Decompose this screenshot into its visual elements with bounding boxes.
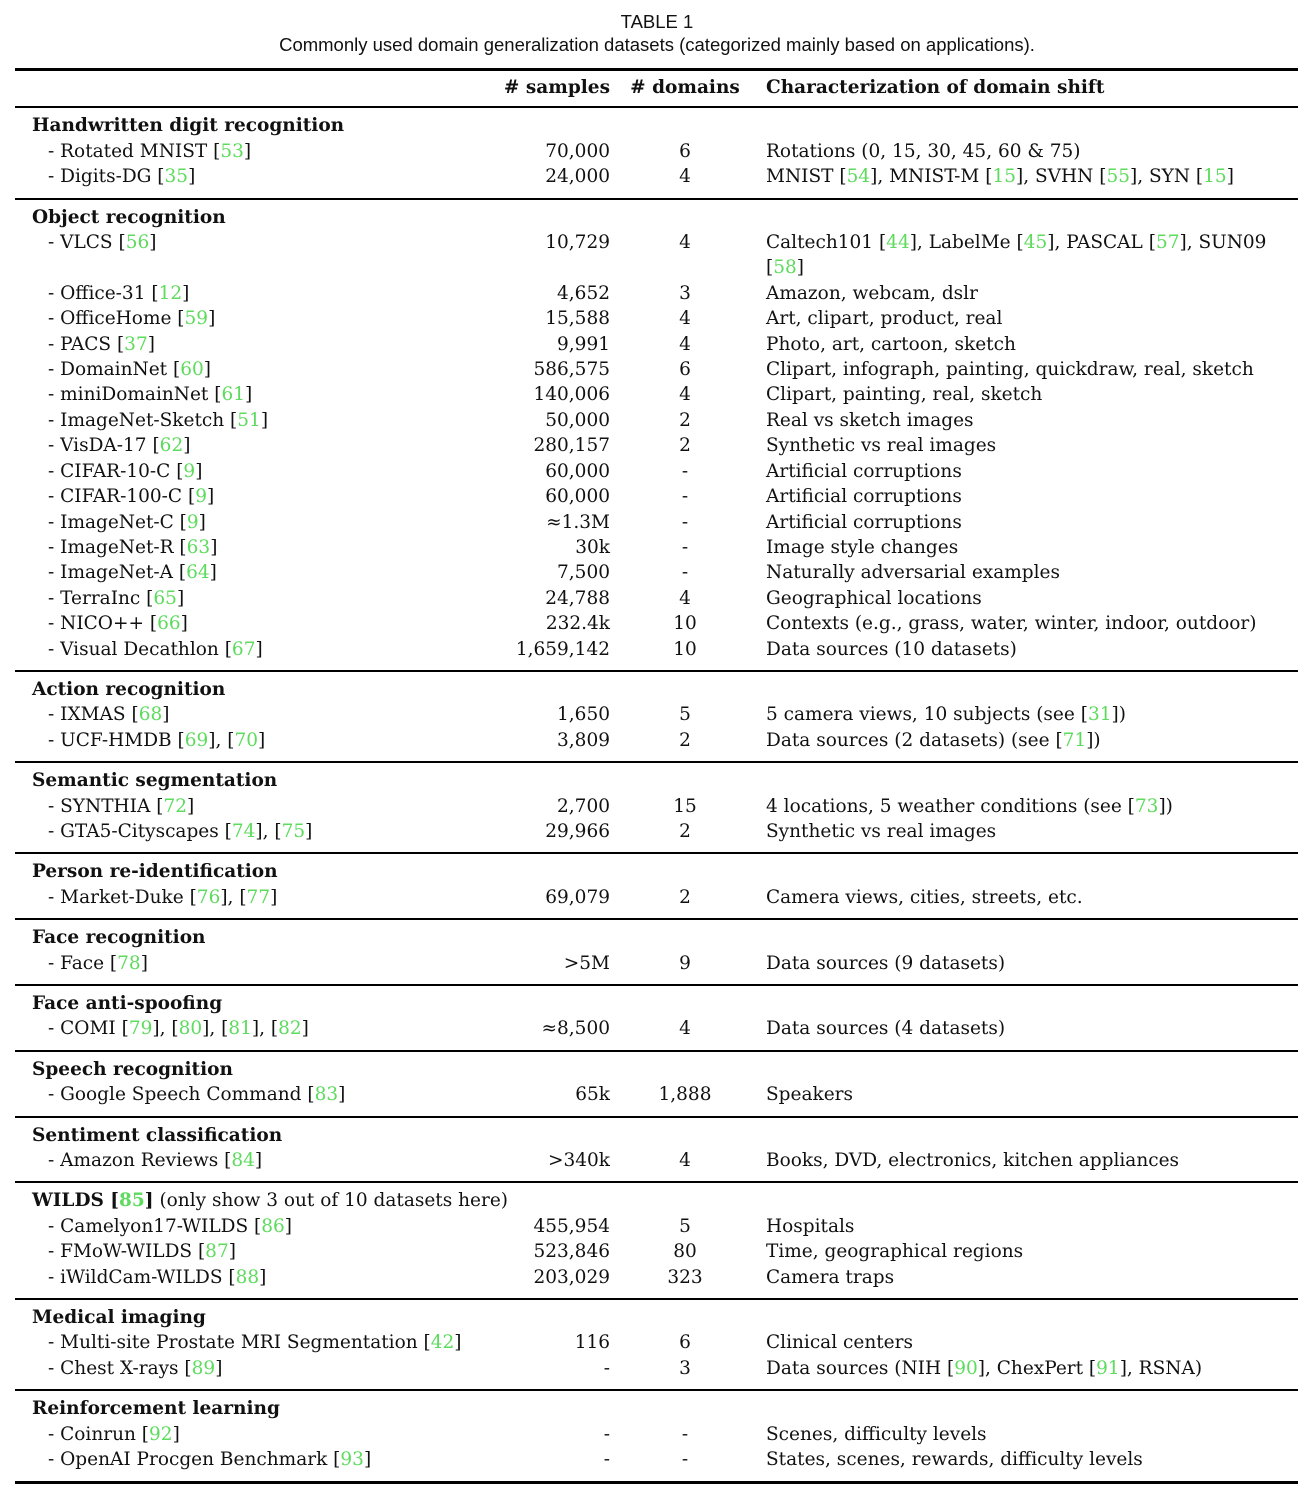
samples-cell: 116: [574, 1332, 610, 1354]
samples-cell: 280,157: [533, 435, 610, 457]
citation-link[interactable]: 58: [773, 257, 797, 279]
shift-cell: Data sources (10 datasets): [766, 638, 1017, 660]
citation-link[interactable]: 63: [186, 536, 211, 558]
samples-cell: 203,029: [533, 1266, 610, 1288]
shift-cell: 4 locations, 5 weather conditions (see [73]): [766, 795, 1173, 817]
domains-cell: 323: [667, 1266, 703, 1288]
samples-cell: >340k: [547, 1150, 610, 1172]
samples-cell: 24,788: [545, 587, 610, 609]
domains-cell: 4: [679, 308, 691, 330]
dataset-name-cell: - OpenAI Procgen Benchmark [93]: [48, 1449, 372, 1471]
domains-cell: 80: [673, 1241, 697, 1263]
citation-link[interactable]: 54: [846, 166, 871, 188]
shift-cell: Art, clipart, product, real: [766, 308, 1003, 330]
samples-cell: 50,000: [545, 409, 610, 431]
dataset-name-cell: - Chest X-rays [89]: [48, 1357, 223, 1379]
samples-cell: 60,000: [545, 460, 610, 482]
table-row: [15, 1239, 1298, 1264]
samples-cell: 523,846: [533, 1241, 610, 1263]
citation-link[interactable]: 65: [153, 587, 177, 609]
citation-link[interactable]: 55: [1106, 166, 1130, 188]
domains-cell: 4: [679, 587, 691, 609]
citation-link[interactable]: 93: [340, 1449, 364, 1471]
shift-cell: Synthetic vs real images: [766, 820, 997, 842]
table-row: [15, 1330, 1298, 1355]
shift-cell: Time, geographical regions: [766, 1241, 1024, 1263]
table-row: [15, 728, 1298, 753]
citation-link[interactable]: 15: [1203, 166, 1227, 188]
table-row: [15, 1447, 1298, 1472]
shift-cell: Rotations (0, 15, 30, 45, 60 & 75): [766, 140, 1081, 162]
domains-cell: 2: [679, 886, 691, 908]
samples-cell: 1,659,142: [515, 638, 610, 660]
dataset-name-cell: - Face [78]: [48, 952, 148, 974]
table-section: [15, 918, 1298, 984]
shift-cell: MNIST [54], MNIST-M [15], SVHN [55], SYN [15]: [766, 166, 1234, 188]
domains-cell: -: [681, 460, 689, 482]
dataset-name-cell: - ImageNet-R [63]: [48, 536, 218, 558]
table-row: [15, 885, 1298, 910]
dataset-name-cell: - DomainNet [60]: [48, 359, 211, 381]
domains-cell: 3: [679, 282, 691, 304]
dataset-name-cell: - SYNTHIA [72]: [48, 795, 195, 817]
shift-cell: Artificial corruptions: [766, 486, 962, 508]
section-header: [15, 991, 1298, 1016]
section-header: [15, 1396, 1298, 1421]
shift-cell: Artificial corruptions: [766, 511, 962, 533]
shift-cell: Books, DVD, electronics, kitchen appliances: [766, 1150, 1180, 1172]
table-row: [15, 139, 1298, 164]
dataset-name-cell: - Visual Decathlon [67]: [48, 638, 263, 660]
domains-cell: 4: [679, 1018, 691, 1040]
shift-cell: Artificial corruptions: [766, 460, 962, 482]
table-row: [15, 1016, 1298, 1041]
dataset-name-cell: - GTA5-Cityscapes [74], [75]: [48, 820, 313, 842]
citation-link[interactable]: 66: [157, 613, 181, 635]
citation-link[interactable]: 62: [159, 435, 184, 457]
table-section: [15, 1298, 1298, 1389]
samples-cell: ≈8,500: [541, 1018, 610, 1040]
dataset-name-cell: - CIFAR-10-C [9]: [48, 460, 203, 482]
table-row: [15, 702, 1298, 727]
domains-cell: 4: [679, 1150, 691, 1172]
citation-link[interactable]: 61: [221, 384, 246, 406]
citation-link[interactable]: 31: [1087, 704, 1112, 726]
dataset-name-cell: - Office-31 [12]: [48, 282, 190, 304]
table-row: [15, 794, 1298, 819]
dataset-name-cell: - VisDA-17 [62]: [48, 435, 191, 457]
section-header: [15, 113, 1298, 138]
samples-cell: 70,000: [545, 140, 610, 162]
shift-cell: Naturally adversarial examples: [766, 562, 1060, 584]
shift-cell: Caltech101 [44], LabelMe [45], PASCAL [57], SUN09 [58]: [766, 232, 1267, 279]
domains-cell: -: [681, 562, 689, 584]
dataset-name-cell: - NICO++ [66]: [48, 613, 188, 635]
citation-link[interactable]: 91: [1096, 1357, 1120, 1379]
section-header: [15, 1188, 1298, 1213]
citation-link[interactable]: 76: [196, 886, 221, 908]
citation-link[interactable]: 57: [1155, 232, 1180, 254]
samples-cell: 7,500: [557, 562, 610, 584]
shift-cell: Hospitals: [766, 1215, 855, 1237]
table-row: [15, 586, 1298, 611]
domains-cell: 5: [679, 1215, 691, 1237]
citation-link[interactable]: 64: [186, 562, 210, 584]
dataset-name-cell: - PACS [37]: [48, 333, 155, 355]
dataset-name-cell: - ImageNet-Sketch [51]: [48, 409, 269, 431]
samples-cell: -: [603, 1423, 610, 1445]
domains-cell: 4: [679, 384, 691, 406]
column-header-shift: Characterization of domain shift: [766, 77, 1105, 98]
table-row: [15, 1148, 1298, 1173]
citation-link[interactable]: 79: [128, 1018, 153, 1040]
citation-link[interactable]: 9: [183, 460, 196, 482]
citation-link[interactable]: 53: [220, 140, 244, 162]
shift-cell: Image style changes: [766, 536, 959, 558]
samples-cell: 9,991: [557, 333, 610, 355]
citation-link[interactable]: 37: [124, 333, 148, 355]
domains-cell: 4: [679, 166, 691, 188]
dataset-name-cell: - TerraInc [65]: [48, 587, 185, 609]
section-header-note: (only show 3 out of 10 datasets here): [153, 1190, 508, 1212]
shift-cell: Data sources (9 datasets): [766, 952, 1006, 974]
dataset-name-cell: - Coinrun [92]: [48, 1423, 180, 1445]
shift-cell: Clipart, painting, real, sketch: [766, 384, 1043, 406]
samples-cell: 10,729: [545, 232, 610, 254]
samples-cell: 232.4k: [545, 613, 610, 635]
citation-link[interactable]: 60: [180, 359, 204, 381]
domains-cell: -: [681, 486, 689, 508]
samples-cell: ≈1.3M: [546, 511, 610, 533]
section-header: [15, 859, 1298, 884]
section-header-label: Semantic segmentation: [32, 770, 278, 792]
table-row: [15, 459, 1298, 484]
section-header: [15, 768, 1298, 793]
samples-cell: 140,006: [533, 384, 610, 406]
citation-link[interactable]: 72: [163, 795, 187, 817]
citation-link[interactable]: 59: [184, 308, 209, 330]
table-row: [15, 819, 1298, 844]
dataset-name-cell: - Multi-site Prostate MRI Segmentation [42]: [48, 1332, 462, 1354]
citation-link[interactable]: 12: [158, 282, 183, 304]
domains-cell: 6: [679, 140, 691, 162]
samples-cell: 69,079: [545, 886, 610, 908]
samples-cell: 15,588: [545, 308, 610, 330]
section-header: [15, 1305, 1298, 1330]
shift-cell: Clipart, infograph, painting, quickdraw, real, sketch: [766, 359, 1254, 381]
domains-cell: -: [681, 1423, 689, 1445]
dataset-name-cell: - Google Speech Command [83]: [48, 1084, 346, 1106]
table-section: [15, 761, 1298, 852]
citation-link[interactable]: 56: [125, 232, 150, 254]
section-header-label: Object recognition: [32, 206, 226, 228]
dataset-name-cell: - UCF-HMDB [69], [70]: [48, 729, 266, 751]
table-row: [15, 433, 1298, 458]
column-header-row: [15, 71, 1298, 106]
citation-link[interactable]: 88: [235, 1266, 260, 1288]
citation-link[interactable]: 9: [186, 511, 199, 533]
dataset-name-cell: - Camelyon17-WILDS [86]: [48, 1215, 292, 1237]
samples-cell: 24,000: [545, 166, 610, 188]
domains-cell: 6: [679, 1332, 691, 1354]
citation-link[interactable]: 77: [246, 886, 271, 908]
citation-link[interactable]: 9: [195, 486, 207, 508]
table-row: [15, 230, 1298, 281]
section-header: [15, 925, 1298, 950]
shift-cell: Data sources (4 datasets): [766, 1018, 1006, 1040]
domains-cell: 2: [679, 409, 691, 431]
dataset-name-cell: - iWildCam-WILDS [88]: [48, 1266, 267, 1288]
section-header-label: Face anti-spoofing: [32, 993, 223, 1014]
table-section: [15, 106, 1298, 197]
citation-link[interactable]: 75: [281, 820, 306, 842]
domains-cell: -: [681, 536, 689, 558]
table-row: [15, 1422, 1298, 1447]
dataset-name-cell: - Rotated MNIST [53]: [48, 140, 252, 162]
shift-cell: Speakers: [766, 1084, 853, 1106]
samples-cell: 65k: [575, 1084, 610, 1106]
shift-cell: Real vs sketch images: [766, 409, 974, 431]
domains-cell: 6: [679, 359, 691, 381]
citation-link[interactable]: 71: [1062, 729, 1087, 751]
column-header-samples: # samples: [503, 77, 610, 98]
shift-cell: Data sources (2 datasets) (see [71]): [766, 729, 1101, 751]
section-header-label: Sentiment classification: [32, 1124, 283, 1146]
domains-cell: 10: [673, 638, 697, 660]
citation-link[interactable]: 15: [992, 166, 1016, 188]
table-row: [15, 484, 1298, 509]
table-row: [15, 560, 1298, 585]
samples-cell: >5M: [563, 952, 610, 974]
dataset-name-cell: - ImageNet-C [9]: [48, 511, 206, 533]
dataset-name-cell: - CIFAR-100-C [9]: [48, 486, 215, 508]
dataset-name-cell: - VLCS [56]: [48, 232, 157, 254]
section-header-label: WILDS [85]: [32, 1190, 154, 1212]
section-header: [15, 1057, 1298, 1082]
domains-cell: 9: [679, 952, 691, 974]
shift-cell: Camera views, cities, streets, etc.: [766, 886, 1083, 908]
section-header: [15, 205, 1298, 230]
domains-cell: 4: [679, 232, 691, 254]
table-caption: Commonly used domain generalization datasets (categorized mainly based on applications).: [279, 34, 1035, 55]
table-caption-block: [0, 0, 1314, 56]
table-row: [15, 1082, 1298, 1107]
domains-cell: 1,888: [658, 1084, 712, 1106]
citation-link[interactable]: 70: [234, 729, 259, 751]
dataset-name-cell: - Digits-DG [35]: [48, 166, 196, 188]
table-section: [15, 670, 1298, 761]
domains-cell: -: [681, 511, 689, 533]
table-row: [15, 1356, 1298, 1381]
citation-link[interactable]: 89: [191, 1357, 216, 1379]
table-section: [15, 984, 1298, 1050]
table-row: [15, 281, 1298, 306]
domains-cell: 3: [679, 1357, 691, 1379]
dataset-name-cell: - miniDomainNet [61]: [48, 384, 253, 406]
citation-link[interactable]: 87: [205, 1241, 229, 1263]
shift-cell: Photo, art, cartoon, sketch: [766, 333, 1016, 355]
shift-cell: Amazon, webcam, dslr: [766, 282, 978, 304]
citation-link[interactable]: 74: [231, 820, 256, 842]
shift-cell: 5 camera views, 10 subjects (see [31]): [766, 704, 1126, 726]
domains-cell: 15: [673, 795, 697, 817]
samples-cell: 60,000: [545, 486, 610, 508]
citation-link[interactable]: 90: [954, 1357, 978, 1379]
dataset-name-cell: - Market-Duke [76], [77]: [48, 886, 278, 908]
domains-cell: 2: [679, 820, 691, 842]
samples-cell: -: [603, 1357, 610, 1379]
citation-link[interactable]: 51: [237, 409, 261, 431]
samples-cell: 4,652: [557, 282, 610, 304]
table-body: [15, 106, 1298, 1480]
section-header-label: Person re-identification: [32, 861, 278, 883]
dataset-name-cell: - ImageNet-A [64]: [48, 562, 217, 584]
table-row: [15, 408, 1298, 433]
table-row: [15, 382, 1298, 407]
citation-link[interactable]: 44: [886, 232, 910, 254]
samples-cell: -: [603, 1449, 610, 1471]
section-header-label: Handwritten digit recognition: [32, 115, 345, 137]
samples-cell: 2,700: [557, 795, 610, 817]
samples-cell: 29,966: [545, 820, 610, 842]
citation-link[interactable]: 83: [314, 1084, 339, 1106]
dataset-name-cell: - IXMAS [68]: [48, 704, 170, 726]
shift-cell: States, scenes, rewards, difficulty levels: [766, 1449, 1143, 1471]
table-row: [15, 1214, 1298, 1239]
table-section: [15, 198, 1298, 670]
table-row: [15, 332, 1298, 357]
table-section: [15, 1116, 1298, 1182]
shift-cell: Camera traps: [766, 1266, 895, 1288]
dataset-name-cell: - Amazon Reviews [84]: [48, 1150, 263, 1172]
citation-link[interactable]: 85: [119, 1190, 145, 1212]
shift-cell: Scenes, difficulty levels: [766, 1423, 987, 1445]
citation-link[interactable]: 45: [1023, 232, 1048, 254]
citation-link[interactable]: 84: [231, 1150, 255, 1172]
section-header-label: Speech recognition: [32, 1058, 233, 1080]
table-row: [15, 510, 1298, 535]
shift-cell: Contexts (e.g., grass, water, winter, indoor, outdoor): [766, 613, 1257, 635]
citation-link[interactable]: 73: [1134, 795, 1159, 817]
domains-cell: 5: [679, 704, 691, 726]
table-section: [15, 1389, 1298, 1480]
domains-cell: -: [681, 1449, 689, 1471]
citation-link[interactable]: 92: [149, 1423, 173, 1445]
citation-link[interactable]: 78: [117, 952, 141, 974]
section-header-label: Reinforcement learning: [32, 1398, 280, 1420]
citation-link[interactable]: 42: [430, 1332, 455, 1354]
table-row: [15, 1265, 1298, 1290]
table-row: [15, 164, 1298, 189]
table-section: [15, 1181, 1298, 1298]
section-header-label: Face recognition: [32, 927, 206, 949]
section-header: [15, 677, 1298, 702]
citation-link[interactable]: 35: [164, 166, 189, 188]
dataset-name-cell: - COMI [79], [80], [81], [82]: [48, 1018, 309, 1040]
section-header-label: Action recognition: [32, 678, 226, 700]
dataset-name-cell: - FMoW-WILDS [87]: [48, 1241, 236, 1263]
shift-cell: Geographical locations: [766, 587, 982, 609]
citation-link[interactable]: 82: [278, 1018, 302, 1040]
table-row: [15, 535, 1298, 560]
samples-cell: 1,650: [557, 704, 610, 726]
dataset-name-cell: - OfficeHome [59]: [48, 308, 216, 330]
samples-cell: 586,575: [533, 359, 610, 381]
table-row: [15, 357, 1298, 382]
samples-cell: 30k: [575, 536, 610, 558]
samples-cell: 455,954: [533, 1215, 610, 1237]
domains-cell: 4: [679, 333, 691, 355]
citation-link[interactable]: 80: [178, 1018, 203, 1040]
domain-generalization-table: [15, 68, 1298, 1484]
domains-cell: 2: [679, 435, 691, 457]
shift-cell: Clinical centers: [766, 1332, 913, 1354]
table-section: [15, 852, 1298, 918]
citation-link[interactable]: 81: [228, 1018, 252, 1040]
section-header-label: Medical imaging: [32, 1307, 206, 1329]
column-header-dataset: [15, 75, 490, 100]
citation-link[interactable]: 67: [231, 638, 256, 660]
table-section: [15, 1050, 1298, 1116]
table-row: [15, 306, 1298, 331]
domains-cell: 10: [673, 613, 697, 635]
citation-link[interactable]: 69: [184, 729, 209, 751]
samples-cell: 3,809: [557, 729, 610, 751]
citation-link[interactable]: 86: [261, 1215, 285, 1237]
shift-cell: Data sources (NIH [90], ChexPert [91], RSNA): [766, 1357, 1203, 1379]
table-row: [15, 611, 1298, 636]
table-row: [15, 637, 1298, 662]
shift-cell: Synthetic vs real images: [766, 435, 997, 457]
section-header: [15, 1123, 1298, 1148]
domains-cell: 2: [679, 729, 691, 751]
citation-link[interactable]: 68: [138, 704, 163, 726]
page-title: TABLE 1: [620, 11, 694, 32]
column-header-domains: # domains: [630, 77, 740, 98]
table-row: [15, 951, 1298, 976]
